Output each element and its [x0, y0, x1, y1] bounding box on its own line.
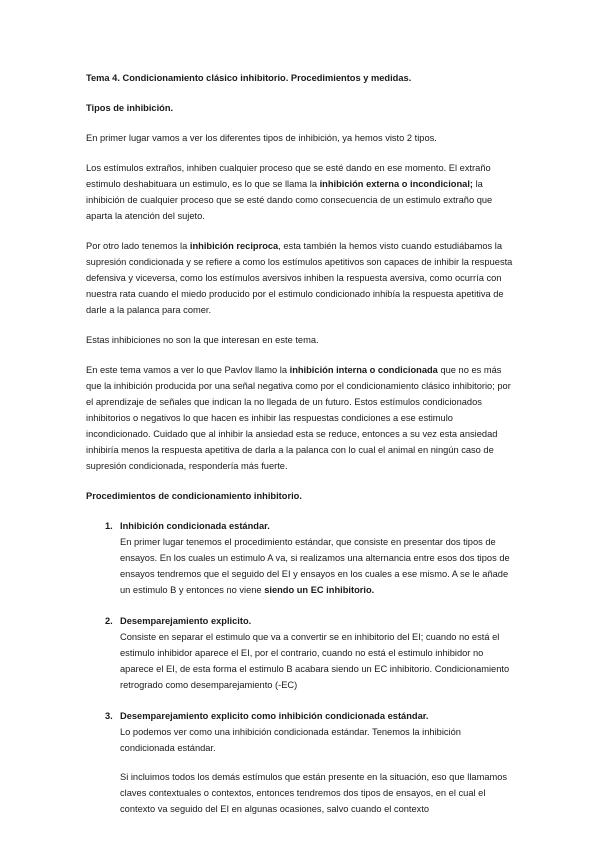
term-reciprocal-inhibition: inhibición reciproca	[189, 241, 279, 251]
paragraph-text: que no es más que la inhibición producida por una señal negativa como por el condicionamiento clásico inhibitorio; por el aprendizaje de señales que indican la no llegada de un futuro. Estos estímulos condicionados inhibitorios o negativos lo que hacen es inhibir las respuestas condiciones a ese estimulo incondicionado. Cuidado que al inhibir la ansiedad esta se reduce, entonces a su vez esta ansiedad inhibiría menos la respuesta apetitiva de darla a la palanca con lo cual el animal en ningún caso de supresión condicionada, respondería más fuerte.	[86, 365, 511, 471]
list-item-text: Lo podemos ver como una inhibición condicionada estándar. Tenemos la inhibición condicionada estándar.	[120, 727, 461, 753]
document-body	[86, 70, 516, 832]
paragraph-internal-inhibition	[86, 362, 516, 474]
paragraph-text: la inhibición de cualquier proceso que se esté dando como consecuencia de un estimulo extraño que aparta la atención del sujeto.	[86, 179, 493, 221]
term-internal-inhibition: inhibición interna o condicionada	[289, 365, 438, 375]
paragraph-text: En este tema vamos a ver lo que Pavlov llamo la	[86, 365, 290, 375]
list-item-text-continued: Si incluimos todos los demás estímulos que están presente en la situación, eso que llamamos claves contextuales o contextos, entonces tendremos dos tipos de ensayos, en el cual el contexto va seguido del EI en algunas ocasiones, salvo cuando el contexto	[120, 772, 508, 814]
paragraph-text: , esta también la hemos visto cuando estudiábamos la supresión condicionada y se refiere a como los estímulos apetitivos son capaces de inhibir la respuesta defensiva y viceversa, como los estímulos aversivos inhiben la respuesta aversiva, como ocurría con nuestra rata cuando el miedo producido por el estimulo condicionado inhibía la respuesta apetitiva de darle a la palanca para comer.	[86, 241, 513, 315]
list-item-title: Desemparejamiento explicito como inhibición condicionada estándar.	[120, 711, 429, 721]
list-item-number: 1.	[105, 521, 113, 531]
paragraph-intro: En primer lugar vamos a ver los diferentes tipos de inhibición, ya hemos visto 2 tipos.	[86, 133, 437, 143]
term-external-inhibition: inhibición externa o incondicional;	[319, 179, 474, 189]
list-item-text: En primer lugar tenemos el procedimiento estándar, que consiste en presentar dos tipos de ensayos. En los cuales un estimulo A va, si realizamos una alternancia entre esos dos tipos de ensayos tendremos que el seguido del EI y ensayos en los cuales a ese mismo. A se le añade un estimulo B y entonces no viene siendo un EC inhibitorio.	[120, 537, 510, 595]
list-item-number: 3.	[105, 711, 113, 721]
paragraph-reciprocal-inhibition	[86, 238, 516, 318]
term-ec-inhibitorio: siendo un EC inhibitorio.	[264, 585, 375, 595]
list-item	[86, 518, 516, 598]
document-title: Tema 4. Condicionamiento clásico inhibitorio. Procedimientos y medidas.	[86, 73, 412, 83]
list-item-title: Desemparejamiento explicito.	[120, 616, 252, 626]
list-item	[86, 708, 516, 817]
section-heading-tipos: Tipos de inhibición.	[86, 103, 174, 113]
section-heading-procedimientos: Procedimientos de condicionamiento inhibitorio.	[86, 491, 302, 501]
paragraph-text: Los estímulos extraños, inhiben cualquier proceso que se esté dando en ese momento. El extraño estimulo deshabituara un estimulo, es lo que se llama la	[86, 163, 491, 189]
paragraph-external-inhibition	[86, 160, 516, 224]
list-item-title: Inhibición condicionada estándar.	[120, 521, 270, 531]
list-item-number: 2.	[105, 616, 113, 626]
list-item-text: Consiste en separar el estimulo que va a convertir se en inhibitorio del EI; cuando no está el estimulo inhibidor aparece el EI, por el contrario, cuando no está el estimulo inhibidor no aparece el EI, de esta forma el estimulo B acabara siendo un EC inhibitorio. Condicionamiento retrogrado como desemparejamiento (-EC)	[120, 632, 510, 690]
paragraph-not-relevant: Estas inhibiciones no son la que interesan en este tema.	[86, 335, 319, 345]
procedures-list	[86, 518, 516, 817]
paragraph-text: Por otro lado tenemos la	[86, 241, 190, 251]
list-item	[86, 613, 516, 693]
